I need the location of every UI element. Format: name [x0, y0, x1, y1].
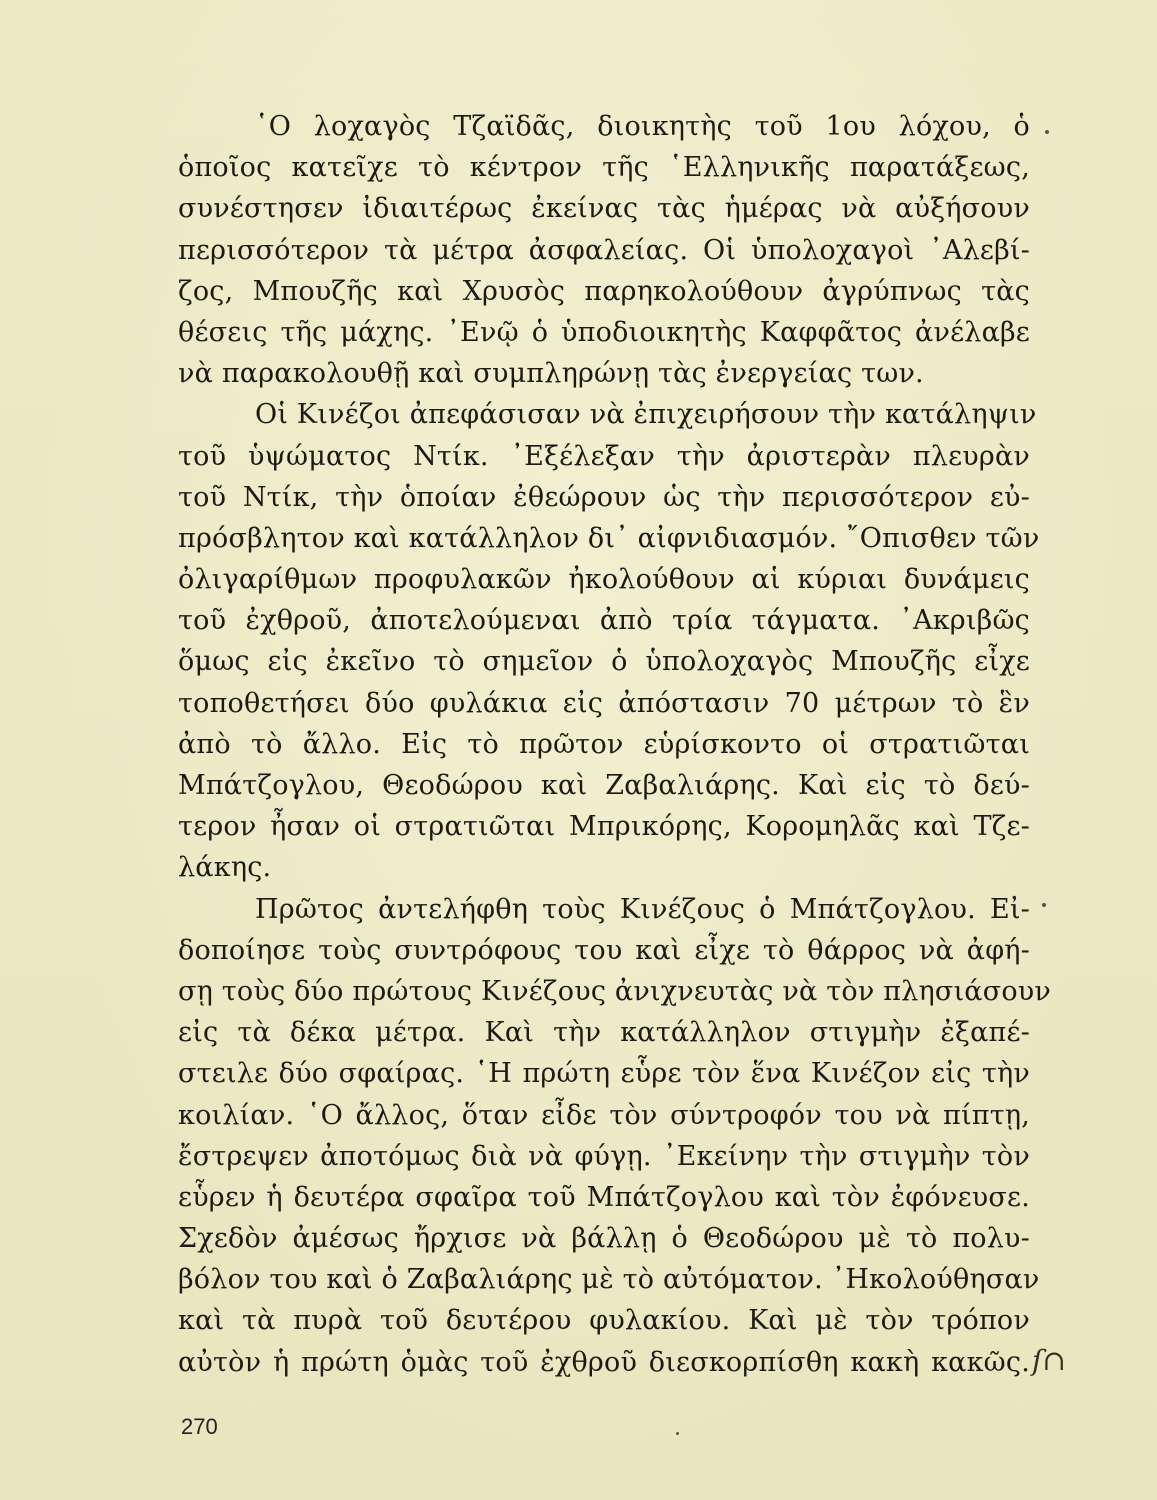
- margin-annotation: ſ∩: [1032, 1344, 1066, 1377]
- text-line: ἀπὸ τὸ ἄλλο. Εἰς τὸ πρῶτον εὑρίσκοντο οἱ στρατιῶται: [178, 728, 1030, 760]
- text-line: ὁποῖος κατεῖχε τὸ κέντρον τῆς ῾Ελληνικῆς παρατάξεως,: [178, 152, 1030, 184]
- text-line: ὀλιγαρίθμων προφυλακῶν ἠκολούθουν αἱ κύριαι δυνάμεις: [178, 564, 1030, 596]
- text-line: τοῦ Ντίκ, τὴν ὁποίαν ἐθεώρουν ὡς τὴν περισσότερον εὐ-: [178, 481, 1030, 513]
- text-line: ὅμως εἰς ἐκεῖνο τὸ σημεῖον ὁ ὑπολοχαγὸς Μπουζῆς εἶχε: [178, 646, 1030, 678]
- text-line: πρόσβλητον καὶ κατάλληλον δι᾿ αἰφνιδιασμόν. ῎Οπισθεν τῶν: [178, 522, 1040, 554]
- dust-speck: [1045, 130, 1049, 134]
- text-line: ῾Ο λοχαγὸς Τζαϊδᾶς, διοικητὴς τοῦ 1ου λόχου, ὁ: [255, 111, 1030, 142]
- text-line: βόλον του καὶ ὁ Ζαβαλιάρης μὲ τὸ αὐτόματον. ᾿Ηκολούθησαν: [178, 1264, 1040, 1296]
- text-line: τοῦ ὑψώματος Ντίκ. ᾿Εξέλεξαν τὴν ἀριστερὰν πλευρὰν: [178, 440, 1030, 472]
- text-line: στειλε δύο σφαίρας. ῾Η πρώτη εὗρε τὸν ἕνα Κινέζον εἰς τὴν: [178, 1058, 1030, 1090]
- page-number: 270: [181, 1414, 218, 1439]
- text-line: σῃ τοὺς δύο πρώτους Κινέζους ἀνιχνευτὰς νὰ τὸν πλησιάσουν: [178, 975, 1052, 1007]
- text-line: ἔστρεψεν ἀποτόμως διὰ νὰ φύγῃ. ᾿Εκείνην τὴν στιγμὴν τὸν: [178, 1140, 1030, 1172]
- text-line: τερον ἦσαν οἱ στρατιῶται Μπρικόρης, Κορομηλᾶς καὶ Τζε-: [178, 811, 1030, 843]
- text-line: τοποθετήσει δύο φυλάκια εἰς ἀπόστασιν 70 μέτρων τὸ ἓν: [178, 687, 1030, 719]
- text-line: τοῦ ἐχθροῦ, ἀποτελούμεναι ἀπὸ τρία τάγματα. ᾿Ακριβῶς: [178, 605, 1030, 637]
- text-line: αὐτὸν ἡ πρώτη ὁμὰς τοῦ ἐχθροῦ διεσκορπίσθη κακὴ κακῶς.: [178, 1346, 1030, 1378]
- text-line: εὗρεν ἡ δευτέρα σφαῖρα τοῦ Μπάτζογλου καὶ τὸν ἐφόνευσε.: [178, 1181, 1030, 1213]
- text-line: καὶ τὰ πυρὰ τοῦ δευτέρου φυλακίου. Καὶ μὲ τὸν τρόπον: [178, 1305, 1030, 1337]
- text-line: λάκης.: [178, 852, 272, 884]
- paragraph-3: [178, 889, 1052, 1383]
- text-line: ζος, Μπουζῆς καὶ Χρυσὸς παρηκολούθουν ἀγρύπνως τὰς: [178, 275, 1030, 307]
- text-line: κοιλίαν. ῾Ο ἄλλος, ὅταν εἶδε τὸν σύντροφόν του νὰ πίπτῃ,: [178, 1099, 1030, 1131]
- dust-speck: [676, 1432, 679, 1435]
- text-line: Πρῶτος ἀντελήφθη τοὺς Κινέζους ὁ Μπάτζογλου. Εἰ-: [255, 893, 1030, 925]
- paragraph-1: [178, 106, 1030, 394]
- text-line: νὰ παρακολουθῇ καὶ συμπληρώνῃ τὰς ἐνεργείας των.: [178, 358, 924, 390]
- body-text: [178, 106, 1052, 1383]
- paragraph-2: [178, 394, 1040, 888]
- text-line: θέσεις τῆς μάχης. ᾿Ενῷ ὁ ὑποδιοικητὴς Καφφᾶτος ἀνέλαβε: [178, 316, 1030, 348]
- text-line: συνέστησεν ἰδιαιτέρως ἐκείνας τὰς ἡμέρας νὰ αὐξήσουν: [178, 193, 1030, 225]
- dust-speck: [1042, 903, 1046, 907]
- text-line: εἰς τὰ δέκα μέτρα. Καὶ τὴν κατάλληλον στιγμὴν ἐξαπέ-: [178, 1017, 1030, 1049]
- text-line: περισσότερον τὰ μέτρα ἀσφαλείας. Οἱ ὑπολοχαγοὶ ᾿Αλεβί-: [178, 234, 1030, 266]
- text-line: δοποίησε τοὺς συντρόφους του καὶ εἶχε τὸ θάρρος νὰ ἀφή-: [178, 934, 1030, 966]
- text-line: Μπάτζογλου, Θεοδώρου καὶ Ζαβαλιάρης. Καὶ εἰς τὸ δεύ-: [178, 770, 1030, 801]
- text-line: Σχεδὸν ἀμέσως ἤρχισε νὰ βάλλῃ ὁ Θεοδώρου μὲ τὸ πολυ-: [178, 1223, 1030, 1255]
- text-line: Οἱ Κινέζοι ἀπεφάσισαν νὰ ἐπιχειρήσουν τὴν κατάληψιν: [255, 399, 1037, 431]
